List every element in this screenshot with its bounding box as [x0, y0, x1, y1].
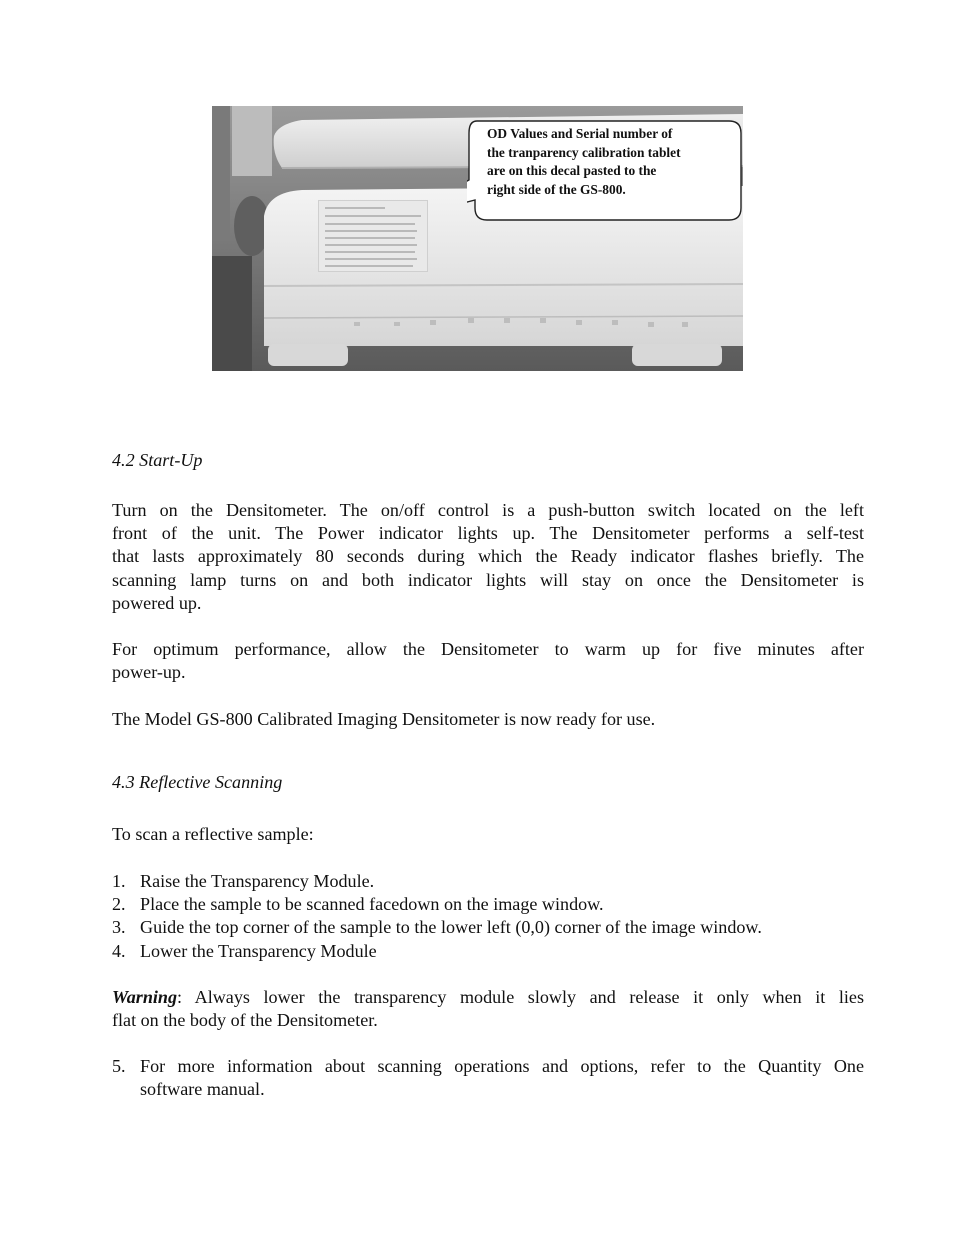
- text-line: To scan a reflective sample:: [112, 824, 314, 844]
- list-number: 4.: [112, 940, 126, 961]
- list-text: software manual.: [140, 1079, 265, 1100]
- list-item: [112, 1055, 864, 1101]
- paragraph-warm-up: [112, 638, 864, 684]
- list-text: For more information about scanning operations and options, refer to the Quantity One: [140, 1056, 864, 1076]
- callout-line: are on this decal pasted to the: [487, 163, 657, 178]
- section-heading-start-up: 4.2 Start-Up: [112, 450, 203, 470]
- warning-paragraph: [112, 986, 864, 1032]
- steps-list: [112, 870, 864, 963]
- paragraph-start-up: [112, 499, 864, 615]
- text-line: powered up.: [112, 592, 202, 613]
- text-line: Turn on the Densitometer. The on/off control is a push-button switch located on the left: [112, 500, 864, 520]
- text-line: flat on the body of the Densitometer.: [112, 1010, 378, 1031]
- list-item: [112, 893, 864, 916]
- callout-bubble: [467, 120, 729, 206]
- list-item: [112, 870, 864, 893]
- text-line: The Model GS-800 Calibrated Imaging Densitometer is now ready for use.: [112, 709, 656, 729]
- paragraph-ready: [112, 708, 864, 731]
- text-line: that lasts approximately 80 seconds during which the Ready indicator flashes briefly. The: [112, 546, 864, 567]
- text-line: [112, 986, 864, 1009]
- steps-list-continued: [112, 1055, 864, 1101]
- callout-line: right side of the GS-800.: [487, 181, 626, 197]
- warning-text: : Always lower the transparency module slowly and release it only when it lies: [177, 987, 864, 1007]
- paragraph-intro: [112, 823, 864, 846]
- list-number: 3.: [112, 917, 126, 938]
- list-item: [112, 940, 864, 963]
- section-heading-reflective-scanning: 4.3 Reflective Scanning: [112, 772, 283, 792]
- text-line: For optimum performance, allow the Densitometer to warm up for five minutes after: [112, 639, 864, 659]
- list-text: Raise the Transparency Module.: [140, 871, 375, 891]
- list-text: Lower the Transparency Module: [140, 940, 377, 961]
- callout-line: OD Values and Serial number of: [487, 126, 673, 141]
- text-line: power-up.: [112, 662, 186, 683]
- calibration-decal: [318, 200, 428, 272]
- list-item: [112, 916, 864, 939]
- text-line: front of the unit. The Power indicator lights up. The Densitometer performs a self-test: [112, 523, 864, 544]
- list-number: 5.: [112, 1056, 126, 1076]
- callout-text: [487, 125, 729, 199]
- warning-label: Warning: [112, 987, 178, 1007]
- list-number: 2.: [112, 894, 126, 915]
- list-text: Place the sample to be scanned facedown on the image window.: [140, 894, 604, 915]
- list-text: Guide the top corner of the sample to the lower left (0,0) corner of the image window.: [140, 917, 762, 938]
- list-number: 1.: [112, 871, 126, 891]
- text-line: scanning lamp turns on and both indicator lights will stay on once the Densitometer is: [112, 569, 864, 590]
- callout-line: the tranparency calibration tablet: [487, 144, 681, 160]
- densitometer-photo: [212, 106, 743, 371]
